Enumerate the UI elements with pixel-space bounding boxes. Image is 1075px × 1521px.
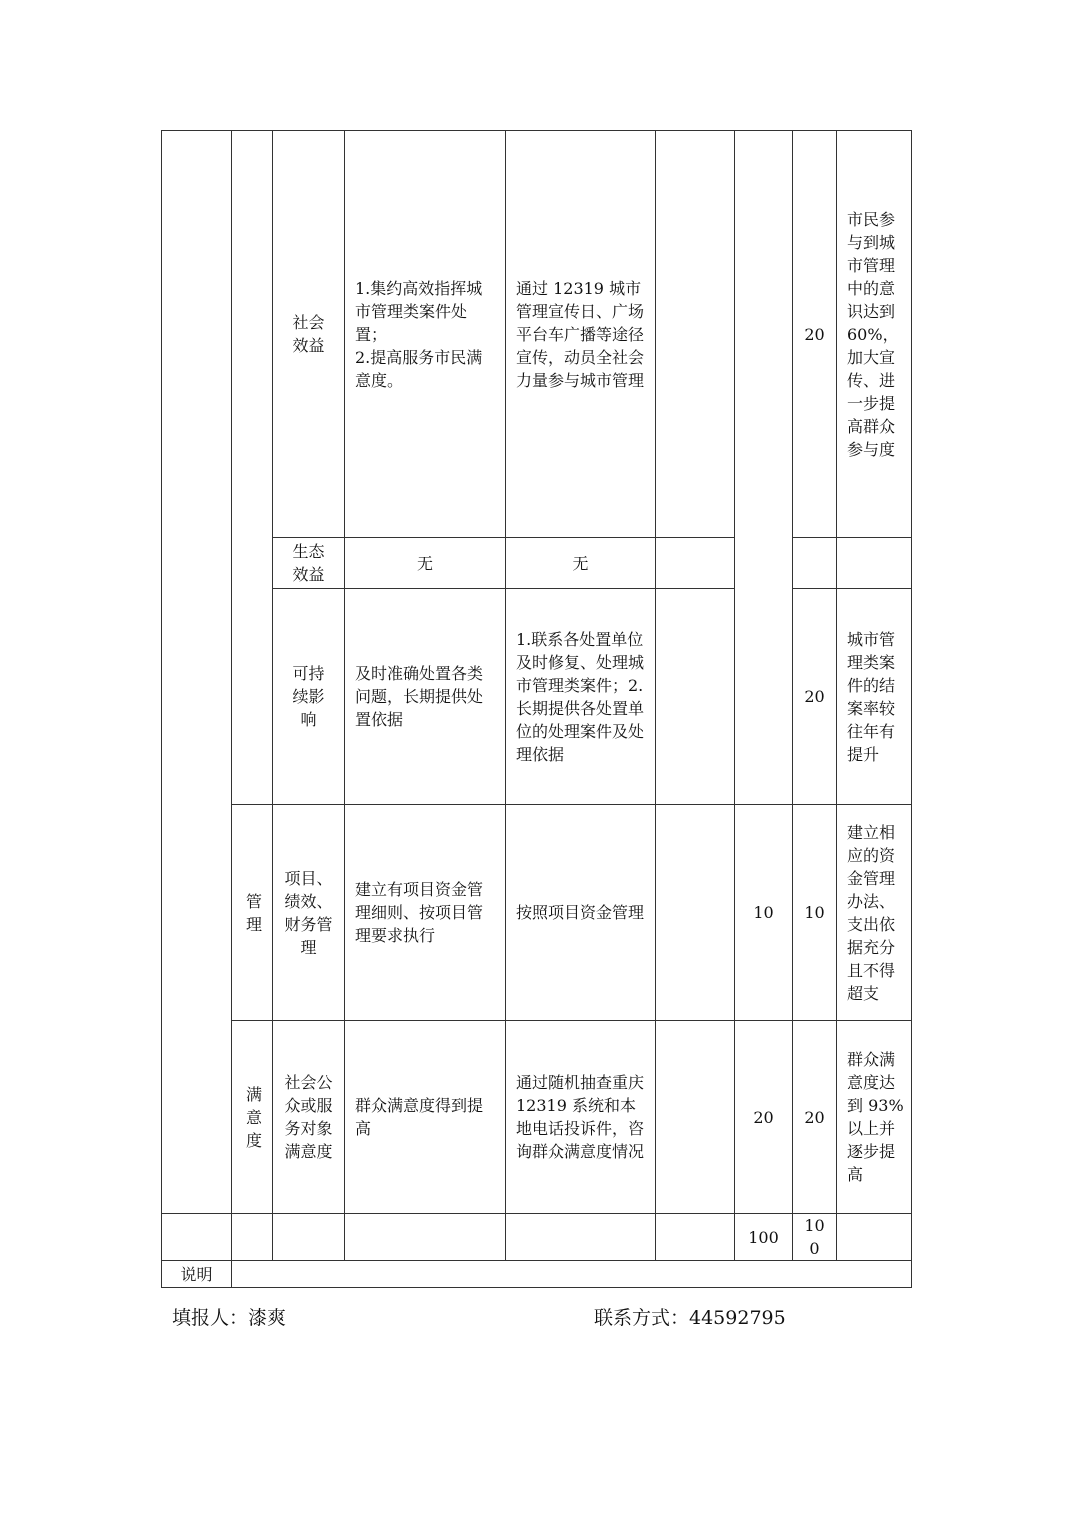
score-cell: 20 <box>793 131 837 538</box>
target-cell: 及时准确处置各类问题，长期提供处置依据 <box>345 589 506 805</box>
total-score-cell: 10 0 <box>793 1214 837 1261</box>
note-cell: 建立相应的资金管理办法、支出依据充分且不得超支 <box>837 805 912 1021</box>
table-row <box>162 538 912 589</box>
blank-cell <box>162 1214 232 1261</box>
indicator-cell: 生态效益 <box>273 538 345 589</box>
total-row <box>162 1214 912 1261</box>
table-row <box>162 1021 912 1214</box>
blank-cell <box>273 1214 345 1261</box>
performance-table <box>161 130 912 1288</box>
note-cell: 市民参与到城市管理中的意识达到60%，加大宣传、进一步提高群众参与度 <box>837 131 912 538</box>
measure-cell: 通过 12319 城市管理宣传日、广场平台车广播等途径宣传，动员全社会力量参与城市管理 <box>506 131 656 538</box>
score-cell: 20 <box>793 1021 837 1214</box>
blank-cell <box>345 1214 506 1261</box>
score-cell <box>793 538 837 589</box>
target-cell: 群众满意度得到提高 <box>345 1021 506 1214</box>
level2-cell <box>232 131 273 805</box>
value-cell <box>656 131 735 538</box>
score-cell: 10 <box>793 805 837 1021</box>
blank-cell <box>232 1214 273 1261</box>
target-cell: 建立有项目资金管理细则、按项目管理要求执行 <box>345 805 506 1021</box>
total-weight-cell: 100 <box>735 1214 793 1261</box>
weight-cell: 20 <box>735 1021 793 1214</box>
table-row <box>162 131 912 538</box>
score-cell: 20 <box>793 589 837 805</box>
note-cell <box>837 538 912 589</box>
indicator-cell: 社会效益 <box>273 131 345 538</box>
target-cell: 无 <box>345 538 506 589</box>
note-cell: 群众满意度达到 93%以上并逐步提高 <box>837 1021 912 1214</box>
measure-cell: 1.联系各处置单位及时修复、处理城市管理类案件；2.长期提供各处置单位的处理案件及处理依据 <box>506 589 656 805</box>
value-cell <box>656 805 735 1021</box>
remark-label: 说明 <box>162 1261 232 1288</box>
contact-text: 联系方式：44592795 <box>594 1307 786 1329</box>
table-row <box>162 589 912 805</box>
value-cell <box>656 589 735 805</box>
category-cell: 满意度 <box>232 1021 273 1214</box>
measure-cell: 无 <box>506 538 656 589</box>
target-cell: 1.集约高效指挥城市管理类案件处置； 2.提高服务市民满意度。 <box>345 131 506 538</box>
measure-cell: 按照项目资金管理 <box>506 805 656 1021</box>
weight-cell: 10 <box>735 805 793 1021</box>
reporter-text: 填报人：漆爽 <box>172 1307 287 1329</box>
blank-cell <box>656 1214 735 1261</box>
remark-content <box>232 1261 912 1288</box>
value-cell <box>656 538 735 589</box>
level1-cell <box>162 131 232 1214</box>
measure-cell: 通过随机抽查重庆 12319 系统和本地电话投诉件，咨询群众满意度情况 <box>506 1021 656 1214</box>
blank-cell <box>506 1214 656 1261</box>
indicator-cell: 社会公众或服务对象满意度 <box>273 1021 345 1214</box>
table-row <box>162 805 912 1021</box>
indicator-cell: 项目、绩效、财务管理 <box>273 805 345 1021</box>
indicator-cell: 可持续影响 <box>273 589 345 805</box>
weight-cell <box>735 131 793 805</box>
note-cell: 城市管理类案件的结案率较往年有提升 <box>837 589 912 805</box>
remark-row <box>162 1261 912 1288</box>
value-cell <box>656 1021 735 1214</box>
category-cell: 管理 <box>232 805 273 1021</box>
blank-cell <box>837 1214 912 1261</box>
